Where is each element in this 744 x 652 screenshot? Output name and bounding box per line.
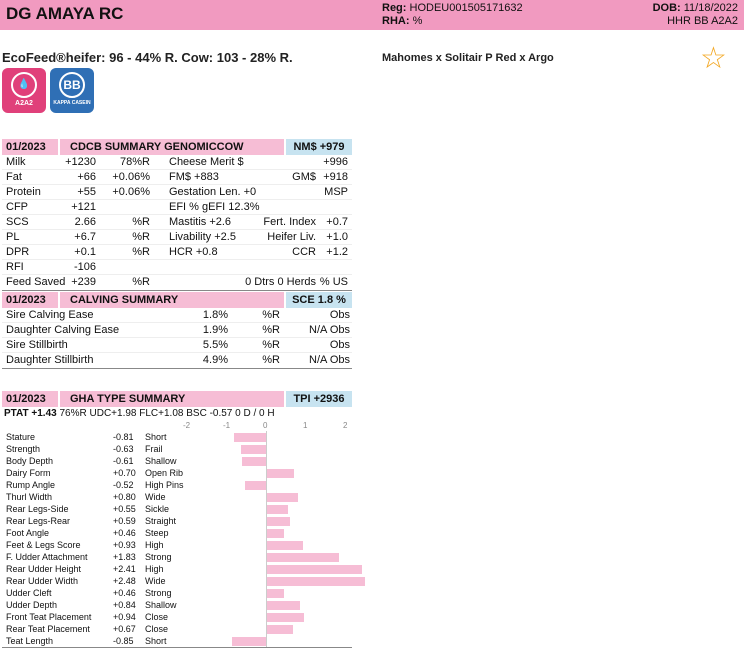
calving-rel: %R	[262, 324, 280, 336]
calving-date: 01/2023	[2, 292, 58, 308]
trait-name: Body Depth	[6, 456, 54, 466]
trait-row	[2, 623, 352, 635]
trait-row	[2, 575, 352, 587]
trait-desc: High	[145, 564, 164, 574]
trait-desc: Close	[145, 624, 169, 634]
trait-bar	[266, 493, 298, 502]
cdcb-c2: +121	[71, 201, 96, 213]
cdcb-c4: Livability +2.5	[169, 231, 236, 243]
trait-value: +2.48	[113, 576, 136, 586]
trait-bar	[266, 589, 284, 598]
trait-value: -0.63	[113, 444, 134, 454]
trait-bar	[232, 637, 266, 646]
trait-name: Rear Legs-Side	[6, 504, 69, 514]
cdcb-c3: %R	[132, 276, 150, 288]
trait-desc: Straight	[145, 516, 177, 526]
trait-desc: Frail	[145, 444, 163, 454]
cdcb-c2: +6.7	[74, 231, 96, 243]
trait-value: +1.83	[113, 552, 136, 562]
cdcb-c3: %R	[132, 216, 150, 228]
trait-desc: Wide	[145, 492, 166, 502]
trait-name: Rear Teat Placement	[6, 624, 90, 634]
trait-name: Feet & Legs Score	[6, 540, 81, 550]
cdcb-row	[2, 275, 352, 290]
trait-value: +0.93	[113, 540, 136, 550]
cdcb-row	[2, 230, 352, 245]
cdcb-c1: Feed Saved	[6, 276, 66, 288]
trait-name: Teat Length	[6, 636, 54, 646]
trait-row	[2, 515, 352, 527]
trait-name: Thurl Width	[6, 492, 53, 502]
trait-desc: Steep	[145, 528, 169, 538]
gha-date: 01/2023	[2, 391, 58, 407]
trait-name: F. Udder Attachment	[6, 552, 88, 562]
trait-bar	[266, 553, 339, 562]
trait-name: Udder Cleft	[6, 588, 52, 598]
cdcb-c1: RFI	[6, 261, 24, 273]
calving-obs: Obs	[329, 339, 350, 351]
trait-row	[2, 527, 352, 539]
cdcb-c1: PL	[6, 231, 20, 243]
calving-rel: %R	[262, 339, 280, 351]
cdcb-c1: DPR	[6, 246, 30, 258]
cdcb-c1: SCS	[6, 216, 29, 228]
cdcb-c3: 78%R	[120, 156, 150, 168]
kappa-casein-icon: BB	[59, 72, 85, 98]
trait-bar	[266, 613, 304, 622]
trait-name: Dairy Form	[6, 468, 51, 478]
calving-val: 5.5%	[202, 339, 228, 351]
trait-name: Rear Udder Width	[6, 576, 79, 586]
rha-value: %	[412, 15, 423, 27]
trait-name: Foot Angle	[6, 528, 50, 538]
trait-row	[2, 611, 352, 623]
cdcb-c4: Cheese Merit $	[169, 156, 244, 168]
dob-info: DOB: 11/18/2022 HHR BB A2A2	[652, 2, 738, 27]
trait-desc: Shallow	[145, 456, 177, 466]
calving-obs: N/A Obs	[309, 354, 350, 366]
calving-name: Sire Stillbirth	[6, 339, 68, 351]
trait-bar	[234, 433, 266, 442]
trait-desc: Sickle	[145, 504, 170, 514]
cdcb-c5: CCR	[292, 246, 316, 258]
trait-value: +0.70	[113, 468, 136, 478]
trait-value: +2.41	[113, 564, 136, 574]
gha-type-section	[2, 391, 352, 648]
cdcb-c6: +918	[323, 171, 348, 183]
cdcb-row	[2, 245, 352, 260]
dob-value: 11/18/2022	[683, 2, 738, 14]
trait-bar	[266, 529, 284, 538]
header-bar	[0, 0, 744, 30]
trait-row	[2, 431, 352, 443]
cdcb-c2: +239	[71, 276, 96, 288]
cdcb-row	[2, 185, 352, 200]
cdcb-c4: HCR +0.8	[169, 246, 218, 258]
scale-tick-label: -1	[223, 421, 231, 430]
cdcb-c2: +1230	[65, 156, 96, 168]
trait-row	[2, 455, 352, 467]
calving-row	[2, 308, 352, 323]
trait-bar	[266, 577, 365, 586]
cdcb-c6: +996	[323, 156, 348, 168]
trait-desc: Strong	[145, 588, 172, 598]
haplotype-codes: HHR BB A2A2	[667, 15, 738, 27]
trait-desc: High Pins	[145, 480, 184, 490]
calving-name: Daughter Stillbirth	[6, 354, 94, 366]
trait-name: Stature	[6, 432, 36, 442]
trait-value: -0.52	[113, 480, 134, 490]
calving-row	[2, 353, 352, 368]
cdcb-c5: GM$	[292, 171, 316, 183]
cdcb-c6: +0.7	[326, 216, 348, 228]
cdcb-c1: Fat	[6, 171, 22, 183]
tpi-badge: TPI +2936	[286, 391, 352, 407]
cdcb-c6: MSP	[324, 186, 348, 198]
trait-row	[2, 479, 352, 491]
trait-value: +0.46	[113, 528, 136, 538]
cdcb-c2: +55	[77, 186, 96, 198]
trait-value: -0.81	[113, 432, 134, 442]
cdcb-c1: CFP	[6, 201, 28, 213]
trait-bar	[266, 601, 300, 610]
calving-table	[2, 308, 352, 369]
trait-value: +0.46	[113, 588, 136, 598]
trait-bar	[266, 625, 293, 634]
trait-table	[2, 431, 352, 648]
trait-row	[2, 503, 352, 515]
cdcb-c1: Milk	[6, 156, 26, 168]
calving-name: Sire Calving Ease	[6, 309, 94, 321]
trait-row	[2, 491, 352, 503]
trait-desc: Short	[145, 432, 167, 442]
cdcb-row	[2, 215, 352, 230]
trait-row	[2, 539, 352, 551]
trait-bar	[245, 481, 266, 490]
gha-title: GHA TYPE SUMMARY	[60, 391, 284, 407]
cdcb-c2: +0.1	[74, 246, 96, 258]
cdcb-c2: -106	[73, 261, 96, 273]
cdcb-c3: +0.06%	[112, 171, 150, 183]
ecofeed-summary: EcoFeed®heifer: 96 - 44% R. Cow: 103 - 28% R.	[2, 50, 293, 65]
cdcb-title: CDCB SUMMARY GENOMICCOW	[60, 139, 284, 155]
cdcb-c6: % US	[319, 276, 348, 288]
trait-value: -0.61	[113, 456, 134, 466]
trait-name: Rear Legs-Rear	[6, 516, 71, 526]
calving-obs: N/A Obs	[309, 324, 350, 336]
trait-desc: Short	[145, 636, 167, 646]
trait-bar	[266, 469, 294, 478]
trait-value: +0.59	[113, 516, 136, 526]
trait-value: +0.80	[113, 492, 136, 502]
trait-desc: Strong	[145, 552, 172, 562]
trait-bar	[242, 457, 266, 466]
trait-value: -0.85	[113, 636, 134, 646]
cdcb-c5: Heifer Liv.	[267, 231, 316, 243]
cdcb-c1: Protein	[6, 186, 41, 198]
trait-name: Front Teat Placement	[6, 612, 92, 622]
cdcb-c6: +1.0	[326, 231, 348, 243]
droplet-icon: 💧	[11, 72, 37, 98]
trait-value: +0.55	[113, 504, 136, 514]
cdcb-c4: Gestation Len. +0	[169, 186, 257, 198]
zero-axis-line	[266, 431, 267, 647]
cdcb-row	[2, 200, 352, 215]
trait-name: Rump Angle	[6, 480, 56, 490]
calving-summary-section	[2, 292, 352, 369]
cdcb-c6: +1.2	[326, 246, 348, 258]
trait-bar	[266, 505, 288, 514]
cdcb-c3: %R	[132, 246, 150, 258]
calving-val: 4.9%	[202, 354, 228, 366]
cdcb-c4: Mastitis +2.6	[169, 216, 232, 228]
trait-desc: Wide	[145, 576, 166, 586]
calving-rel: %R	[262, 309, 280, 321]
cdcb-row	[2, 155, 352, 170]
trait-row	[2, 635, 352, 647]
calving-row	[2, 338, 352, 353]
cdcb-table	[2, 155, 352, 291]
cdcb-row	[2, 170, 352, 185]
cdcb-date: 01/2023	[2, 139, 58, 155]
trait-bar	[266, 541, 303, 550]
cdcb-c3: +0.06%	[112, 186, 150, 198]
calving-title: CALVING SUMMARY	[60, 292, 284, 308]
cdcb-summary-section	[2, 139, 352, 291]
trait-row	[2, 587, 352, 599]
scale-tick-label: -2	[183, 421, 191, 430]
trait-value: +0.84	[113, 600, 136, 610]
cdcb-c4: EFI % gEFI 12.3%	[169, 201, 260, 213]
trait-desc: High	[145, 540, 164, 550]
cdcb-c5: Fert. Index	[263, 216, 316, 228]
sce-badge: SCE 1.8 %	[286, 292, 352, 308]
trait-desc: Open Rib	[145, 468, 184, 478]
cdcb-c2: +66	[77, 171, 96, 183]
scale-tick-label: 2	[343, 421, 348, 430]
calving-rel: %R	[262, 354, 280, 366]
cdcb-c3: %R	[132, 231, 150, 243]
trait-row	[2, 599, 352, 611]
calving-name: Daughter Calving Ease	[6, 324, 120, 336]
cdcb-c4: FM$ +883	[169, 171, 219, 183]
trait-desc: Shallow	[145, 600, 177, 610]
ptat-line: PTAT +1.43 76%R UDC+1.98 FLC+1.08 BSC -0.57 0 D / 0 H	[4, 408, 275, 419]
calving-val: 1.8%	[202, 309, 228, 321]
trait-name: Strength	[6, 444, 41, 454]
cdcb-c5: 0 Dtrs 0 Herds	[245, 276, 316, 288]
trait-desc: Close	[145, 612, 169, 622]
favorite-star-icon[interactable]: ☆	[700, 42, 727, 75]
scale-tick-label: 1	[303, 421, 308, 430]
registration-info: Reg: HODEU001505171632 RHA: %	[382, 2, 523, 27]
a2a2-badge: 💧 A2A2	[2, 68, 46, 113]
trait-bar	[266, 565, 362, 574]
trait-row	[2, 443, 352, 455]
reg-number: HODEU001505171632	[409, 2, 523, 14]
trait-scale	[2, 421, 352, 431]
trait-name: Udder Depth	[6, 600, 58, 610]
trait-row	[2, 467, 352, 479]
kappa-casein-badge: BB KAPPA CASEIN	[50, 68, 94, 113]
calving-val: 1.9%	[202, 324, 228, 336]
trait-row	[2, 551, 352, 563]
trait-bar	[241, 445, 266, 454]
cdcb-c2: 2.66	[74, 216, 96, 228]
cdcb-row	[2, 260, 352, 275]
animal-name: DG AMAYA RC	[6, 4, 124, 23]
scale-tick-label: 0	[263, 421, 268, 430]
nm-dollar-badge: NM$ +979	[286, 139, 352, 155]
trait-bar	[266, 517, 290, 526]
trait-value: +0.94	[113, 612, 136, 622]
pedigree: Mahomes x Solitair P Red x Argo	[382, 52, 554, 64]
calving-row	[2, 323, 352, 338]
trait-row	[2, 563, 352, 575]
trait-value: +0.67	[113, 624, 136, 634]
trait-name: Rear Udder Height	[6, 564, 82, 574]
calving-obs: Obs	[329, 309, 350, 321]
